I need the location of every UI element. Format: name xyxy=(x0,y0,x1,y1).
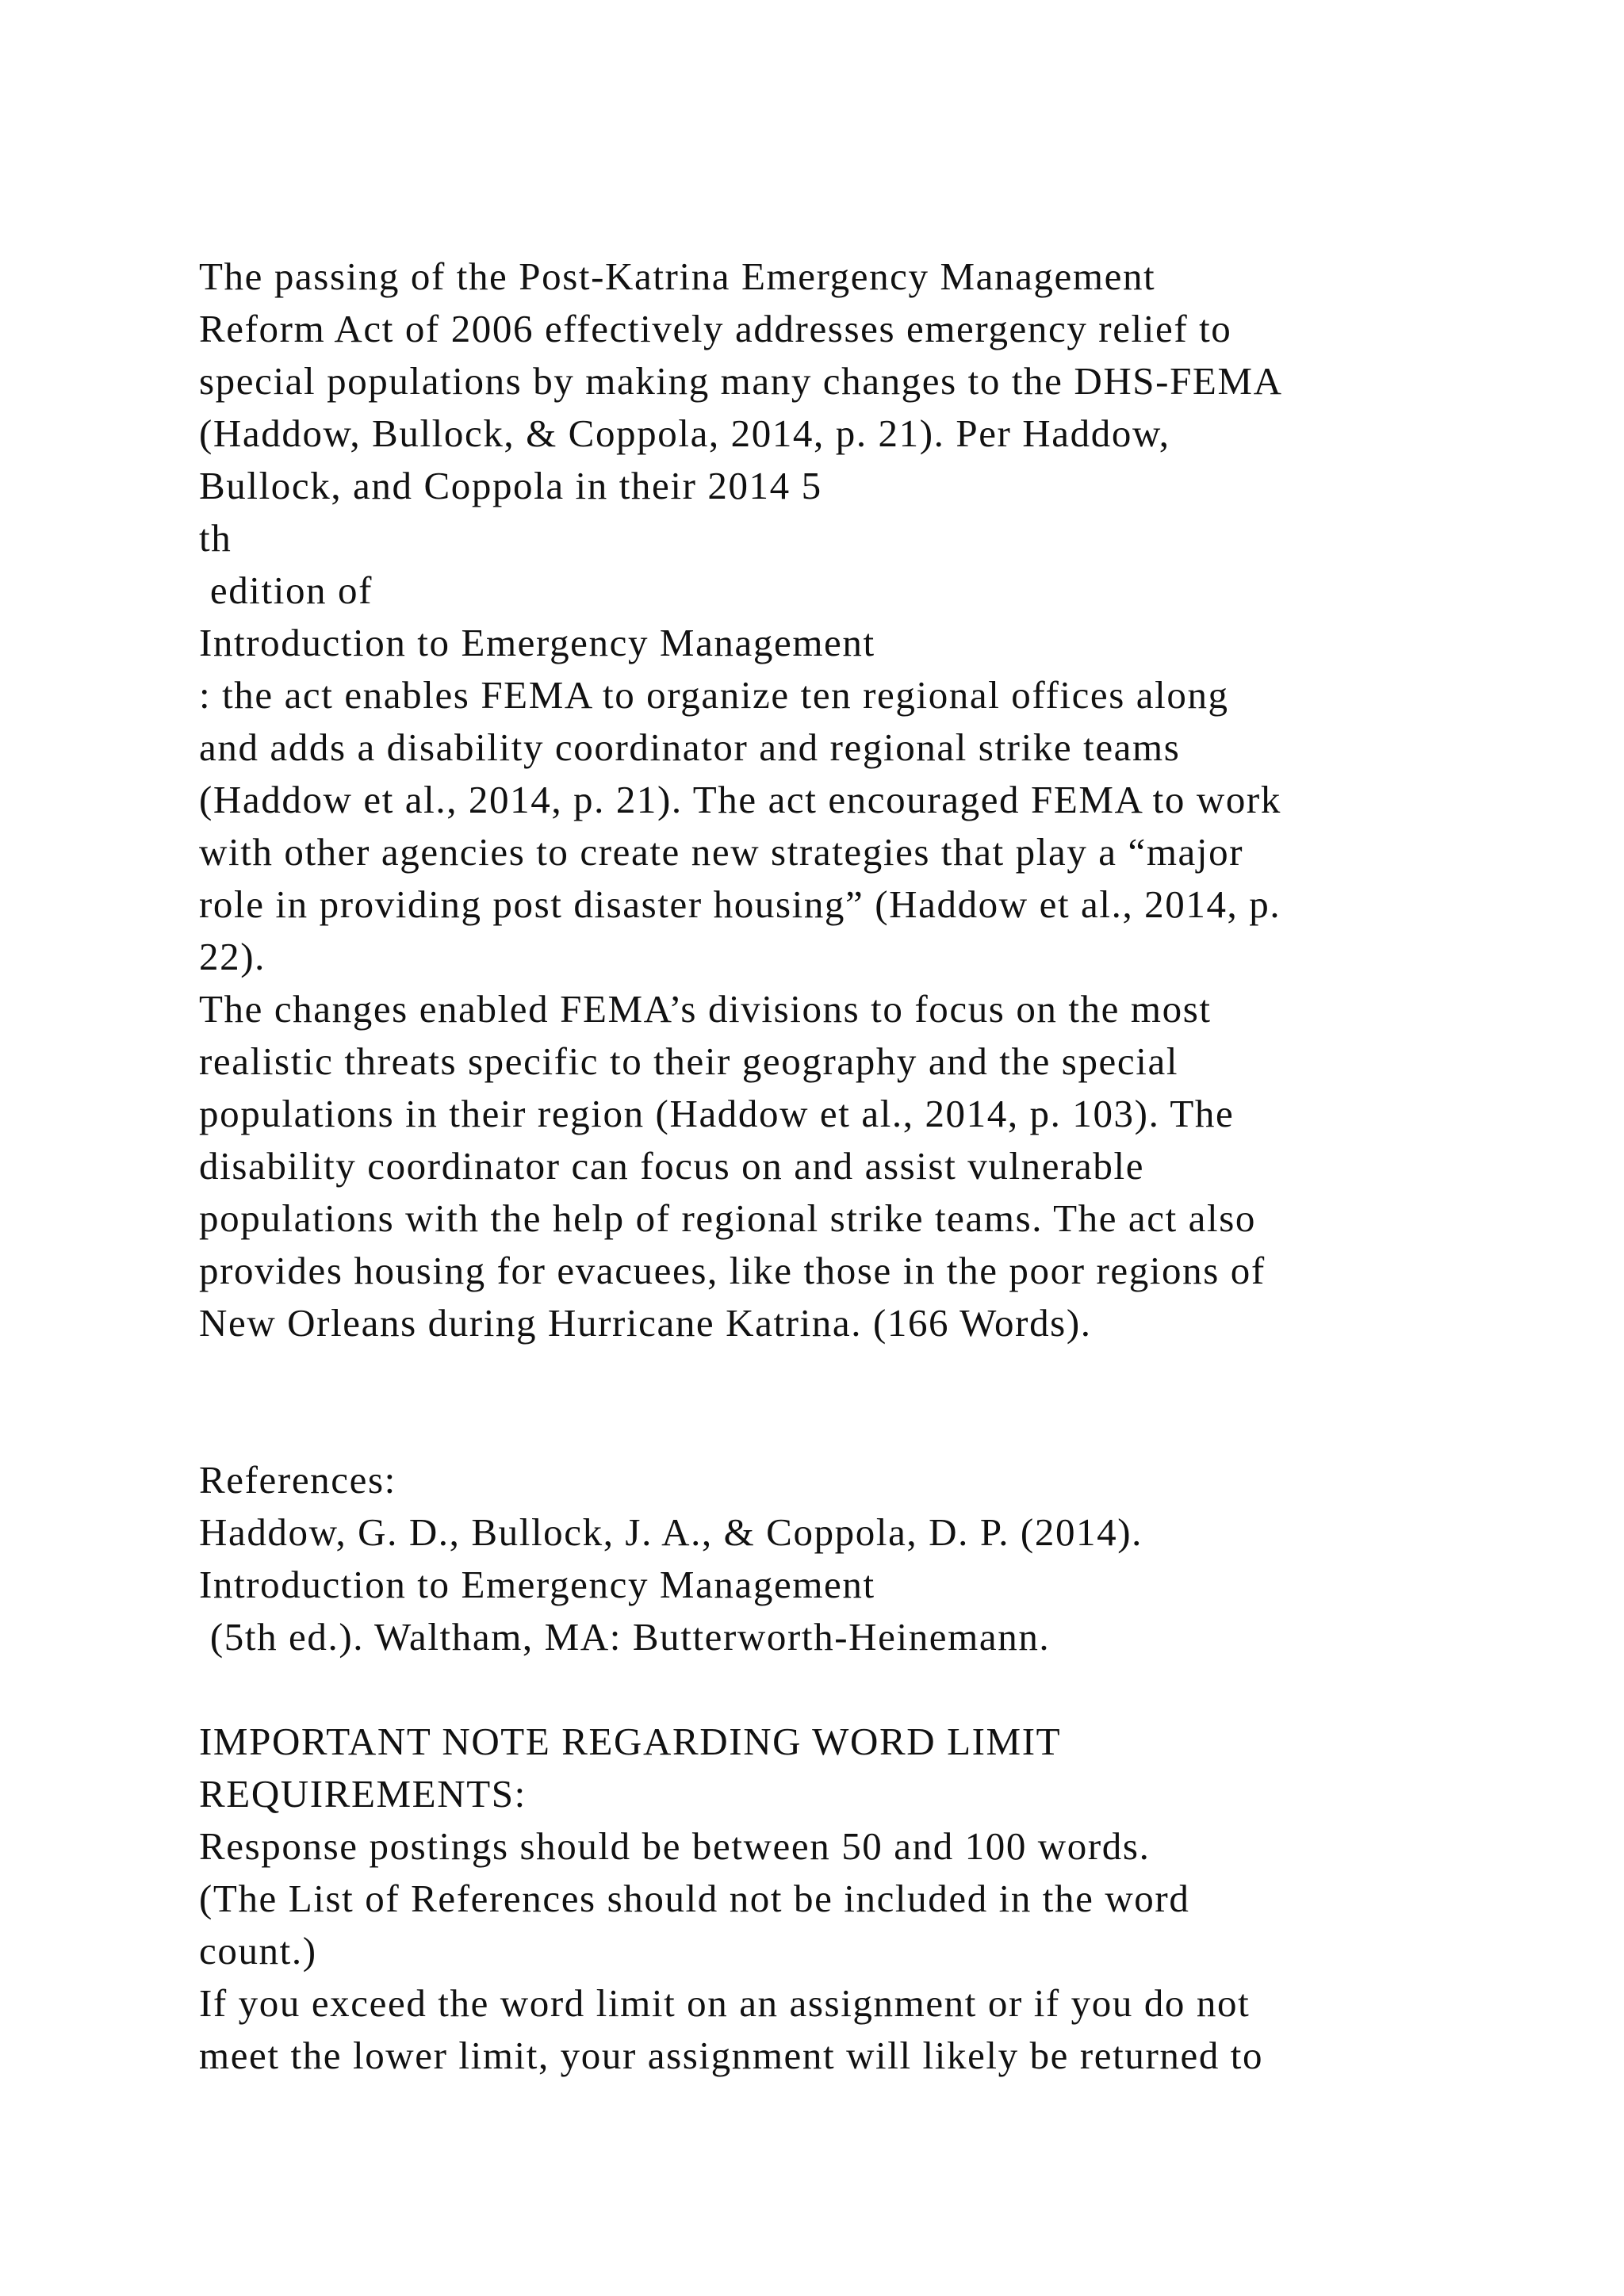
text-line: with other agencies to create new strategies that play a “major xyxy=(199,830,1244,874)
text-line: realistic threats specific to their geography and the special xyxy=(199,1039,1179,1083)
text-line: disability coordinator can focus on and assist vulnerable xyxy=(199,1144,1145,1188)
references-section xyxy=(199,1454,1547,1663)
note-heading: REQUIREMENTS: xyxy=(199,1772,527,1816)
text-line: edition of xyxy=(199,568,373,612)
references-heading: References: xyxy=(199,1458,396,1502)
text-line: (Haddow et al., 2014, p. 21). The act encouraged FEMA to work xyxy=(199,778,1281,821)
note-line: Response postings should be between 50 and 100 words. xyxy=(199,1824,1151,1868)
reference-line: (5th ed.). Waltham, MA: Butterworth-Heinemann. xyxy=(199,1615,1051,1659)
reference-line: Haddow, G. D., Bullock, J. A., & Coppola, D. P. (2014). xyxy=(199,1510,1143,1554)
text-line: Bullock, and Coppola in their 2014 5 xyxy=(199,464,822,507)
note-heading: IMPORTANT NOTE REGARDING WORD LIMIT xyxy=(199,1720,1062,1763)
text-line: populations with the help of regional strike teams. The act also xyxy=(199,1196,1256,1240)
text-line: special populations by making many changes to the DHS-FEMA xyxy=(199,359,1283,403)
text-line: (Haddow, Bullock, & Coppola, 2014, p. 21). Per Haddow, xyxy=(199,411,1170,455)
note-line: If you exceed the word limit on an assignment or if you do not xyxy=(199,1981,1251,2025)
text-line: New Orleans during Hurricane Katrina. (166 Words). xyxy=(199,1301,1092,1345)
text-line: provides housing for evacuees, like those in the poor regions of xyxy=(199,1249,1266,1292)
text-line: The passing of the Post-Katrina Emergency Management xyxy=(199,254,1156,298)
text-line: th xyxy=(199,516,232,560)
reference-line: Introduction to Emergency Management xyxy=(199,1563,875,1606)
note-line: count.) xyxy=(199,1929,317,1973)
text-line: Introduction to Emergency Management xyxy=(199,621,875,664)
blank-line xyxy=(199,1402,1547,1454)
text-line: The changes enabled FEMA’s divisions to focus on the most xyxy=(199,987,1212,1031)
text-line: populations in their region (Haddow et al., 2014, p. 103). The xyxy=(199,1092,1235,1135)
text-line: Reform Act of 2006 effectively addresses emergency relief to xyxy=(199,307,1232,350)
text-line: role in providing post disaster housing” (Haddow et al., 2014, p. xyxy=(199,882,1281,926)
word-limit-note xyxy=(199,1716,1547,2082)
blank-line xyxy=(199,1349,1547,1402)
body-paragraph xyxy=(199,251,1547,1349)
document-text xyxy=(199,251,1547,2082)
note-line: meet the lower limit, your assignment will likely be returned to xyxy=(199,2034,1264,2077)
blank-line xyxy=(199,1663,1547,1716)
text-line: : the act enables FEMA to organize ten regional offices along xyxy=(199,673,1229,717)
text-line: and adds a disability coordinator and regional strike teams xyxy=(199,725,1181,769)
text-line: 22). xyxy=(199,935,266,978)
note-line: (The List of References should not be included in the word xyxy=(199,1877,1190,1920)
